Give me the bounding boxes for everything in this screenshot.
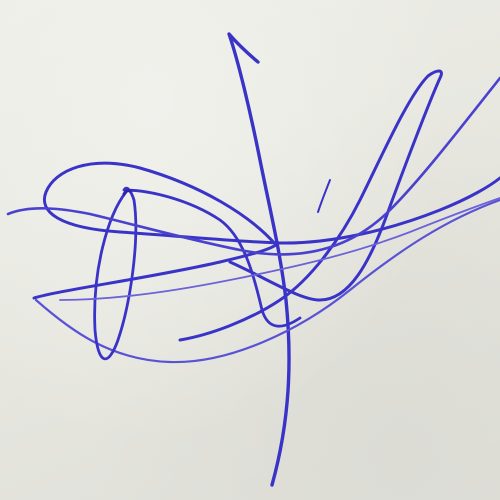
signature-vertical-stroke [229,34,289,485]
signature-left-loop [34,163,500,298]
signature-tick [318,180,330,212]
signature-right-loop [180,71,441,340]
signature-inner-loop [95,188,300,359]
signature-dot [124,191,130,194]
signature-strokes [8,34,500,485]
